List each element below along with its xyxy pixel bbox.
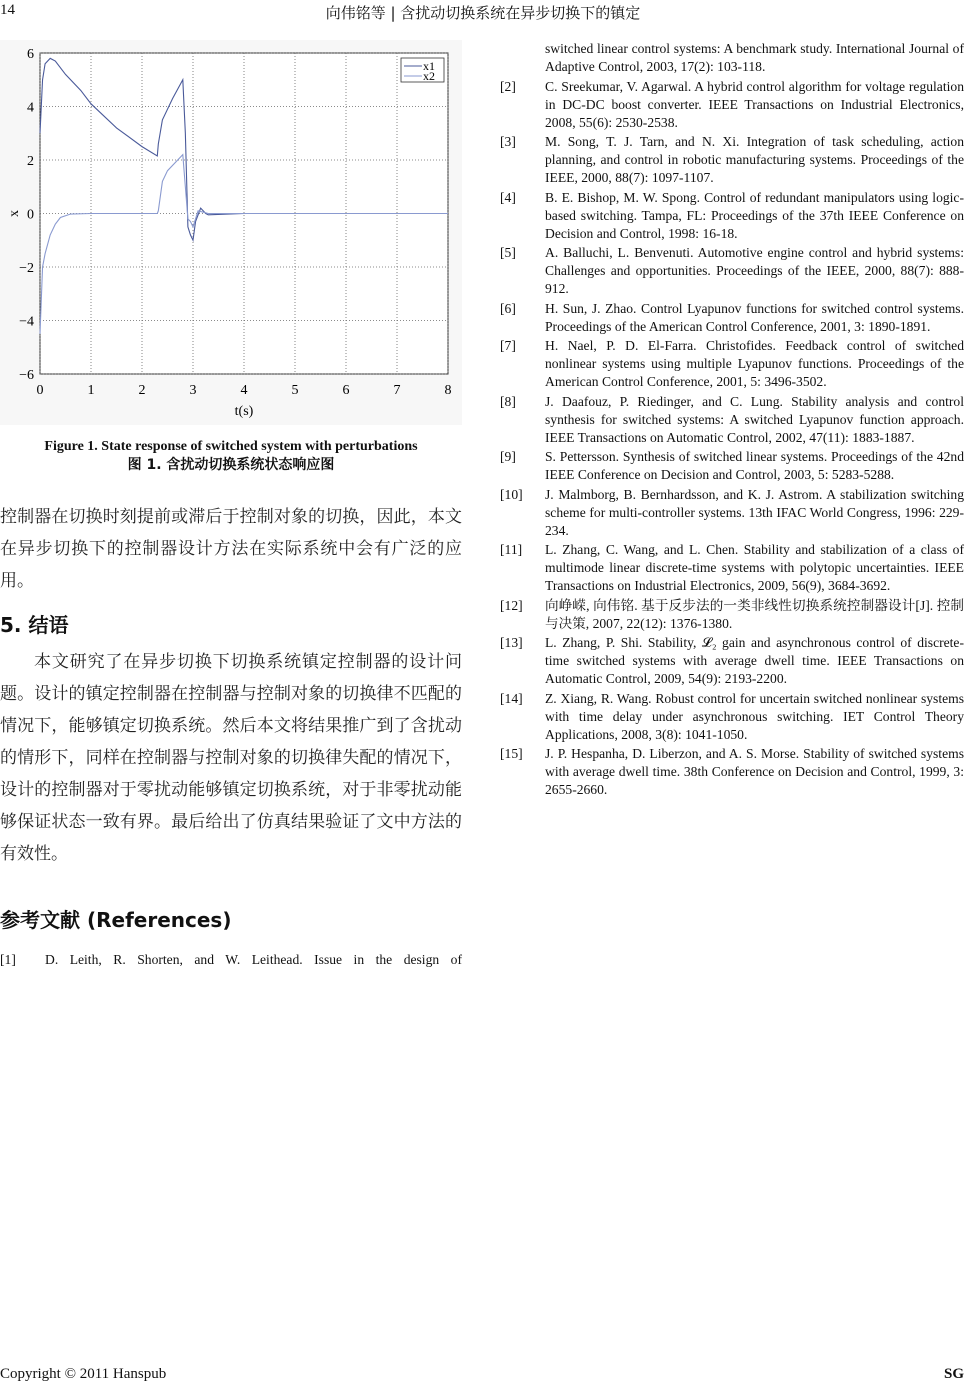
reference-number: [4] [500, 189, 516, 205]
x-tick-label: 3 [189, 383, 197, 398]
reference-item [500, 189, 964, 243]
y-tick-label: 2 [27, 154, 34, 169]
legend-label-x1: x1 [423, 59, 435, 73]
reference-item [500, 133, 964, 187]
reference-number: [9] [500, 449, 516, 464]
y-tick-label: 6 [27, 47, 34, 62]
right-column [500, 40, 964, 801]
reference-item [500, 337, 964, 391]
reference-item [500, 244, 964, 298]
x-tick-label: 6 [342, 383, 350, 398]
reference-item [0, 951, 462, 969]
reference-item [500, 40, 964, 76]
reference-number: [11] [500, 542, 523, 557]
reference-item [500, 448, 964, 484]
running-title: 向伟铭等 | 含扰动切换系统在异步切换下的镇定 [325, 4, 641, 22]
reference-text: C. Sreekumar, V. Agarwal. A hybrid control algorithm for voltage regulation in DC-DC boost converter. IEEE Transactions on Industrial Electronics, 2008, 55(6): 2530-2538. [545, 78, 964, 130]
reference-number: [12] [500, 597, 523, 613]
paragraph: 本文研究了在异步切换下切换系统镇定控制器的设计问题。设计的镇定控制器在控制器与控制对象的切换律不匹配的情况下，能够镇定切换系统。然后本文将结果推广到了含扰动的情形下，同样在控制器与控制对象的切换律失配的情况下，设计的控制器对于零扰动能够镇定切换系统，对于非零扰动能够保证状态一致有界。最后给出了仿真结果验证了文中方法的有效性。 [0, 652, 462, 864]
reference-text: A. Balluchi, L. Benvenuti. Automotive engine control and hybrid systems: Challenges and opportunities. Proceedings of the IEEE, 2000, 88(7): 888-912. [545, 245, 964, 296]
reference-number: [14] [500, 690, 523, 706]
x-axis-label: t(s) [234, 404, 254, 419]
reference-text: B. E. Bishop, M. W. Spong. Control of redundant manipulators using logic-based switching. Tampa, FL: Proceedings of the 37th IEEE Conference on Decision and Control, 1998: 16-18. [545, 189, 964, 241]
reference-text: D. Leith, R. Shorten, and W. Leithead. Issue in the design of [45, 952, 462, 967]
page-number: 14 [0, 2, 15, 18]
reference-text: H. Nael, P. D. El-Farra. Christofides. Feedback control of switched nonlinear systems using multiple Lyapunov functions. Proceedings of the American Control Conference, 2001, 5: 3496-3502. [545, 338, 964, 389]
reference-text: 向峥嵘, 向伟铭. 基于反步法的一类非线性切换系统控制器设计[J]. 控制与决策, 2007, 22(12): 1376-1380. [545, 597, 964, 631]
reference-number: [10] [500, 486, 523, 502]
journal-abbrev: SG [943, 1366, 964, 1382]
reference-number: [2] [500, 78, 516, 94]
figure-caption-en: Figure 1. State response of switched system with perturbations [44, 439, 418, 454]
y-tick-label: 4 [27, 100, 34, 116]
reference-item [500, 541, 964, 595]
reference-number: [8] [500, 393, 516, 409]
x-tick-label: 4 [240, 383, 248, 398]
reference-item [500, 634, 964, 688]
x-tick-label: 7 [393, 383, 401, 398]
reference-number: [15] [500, 746, 523, 761]
reference-number: [1] [0, 952, 16, 967]
reference-number: [13] [500, 635, 523, 650]
reference-item [500, 78, 964, 132]
reference-text: H. Sun, J. Zhao. Control Lyapunov functions for switched control systems. Proceedings of the American Control Conference, 2001, 3: 1890-1891. [545, 300, 964, 334]
copyright: Copyright © 2011 Hanspub [0, 1366, 167, 1382]
reference-text: switched linear control systems: A benchmark study. International Journal of Adaptive Control, 2003, 17(2): 103-118. [545, 41, 964, 74]
reference-item [500, 486, 964, 540]
reference-text: M. Song, T. J. Tarn, and N. Xi. Integration of task scheduling, action planning, and control in robotic manufacturing systems. Proceedings of the IEEE, 2000, 88(7): 1097-1107. [545, 134, 964, 185]
legend-label-x2: x2 [423, 69, 435, 83]
y-axis-label: x [7, 210, 22, 217]
references-title: 参考文献 (References) [0, 908, 232, 932]
reference-text: S. Pettersson. Synthesis of switched linear systems. Proceedings of the 42nd IEEE Conference on Decision and Control, 2003, 5: 5283-5288. [545, 449, 964, 482]
reference-number: [6] [500, 300, 516, 316]
x-tick-label: 1 [87, 383, 95, 398]
y-tick-label: −2 [19, 261, 34, 276]
reference-text: J. P. Hespanha, D. Liberzon, and A. S. Morse. Stability of switched systems with average dwell time. 38th Conference on Decision and Control, 1999, 3: 2655-2660. [545, 746, 964, 797]
y-tick-label: −6 [19, 368, 34, 383]
x-tick-label: 0 [36, 383, 44, 398]
reference-text: J. Daafouz, P. Riedinger, and C. Lung. Stability analysis and control synthesis for switched systems: A switched Lyapunov function approach. IEEE Transactions on Automatic Control, 2002, 47(11): 1883-1887. [545, 393, 964, 445]
left-column [0, 40, 462, 971]
x-tick-label: 8 [444, 383, 452, 398]
x-tick-label: 2 [138, 383, 146, 398]
state-response-chart [0, 40, 462, 425]
reference-number: [3] [500, 134, 516, 149]
reference-text: L. Zhang, P. Shi. Stability, 𝓛₂ gain and asynchronous control of discrete-time switched systems with average dwell time. IEEE Transactions on Automatic Control, 2009, 54(9): 2193-2200. [545, 635, 964, 686]
x-tick-label: 5 [291, 383, 299, 398]
reference-item [500, 690, 964, 744]
reference-number: [5] [500, 245, 516, 260]
reference-item [500, 393, 964, 447]
reference-list [500, 78, 964, 800]
reference-item [500, 597, 964, 633]
section-title: 5. 结语 [0, 613, 69, 637]
y-tick-label: −4 [19, 314, 34, 330]
y-tick-label: 0 [27, 207, 34, 223]
reference-text: Z. Xiang, R. Wang. Robust control for uncertain switched nonlinear systems with time delay under asynchronous switching. IET Control Theory Applications, 2008, 3(8): 1041-1050. [545, 690, 964, 742]
reference-text: J. Malmborg, B. Bernhardsson, and K. J. Astrom. A stabilization switching scheme for multi-controller systems. 13th IFAC World Congress, 1996: 229-234. [545, 486, 964, 538]
paragraph: 控制器在切换时刻提前或滞后于控制对象的切换，因此，本文在异步切换下的控制器设计方法在实际系统中会有广泛的应用。 [0, 507, 462, 591]
reference-item [500, 745, 964, 799]
reference-text: L. Zhang, C. Wang, and L. Chen. Stability and stabilization of a class of multimode linear discrete-time systems with polytopic uncertainties. IEEE Transactions on Industrial Electronics, 2009, 56(9), 3684-3692. [545, 542, 964, 593]
reference-number: [7] [500, 338, 516, 353]
figure-1 [0, 40, 462, 425]
figure-caption-zh: 图 1. 含扰动切换系统状态响应图 [127, 457, 335, 473]
reference-item [500, 300, 964, 336]
